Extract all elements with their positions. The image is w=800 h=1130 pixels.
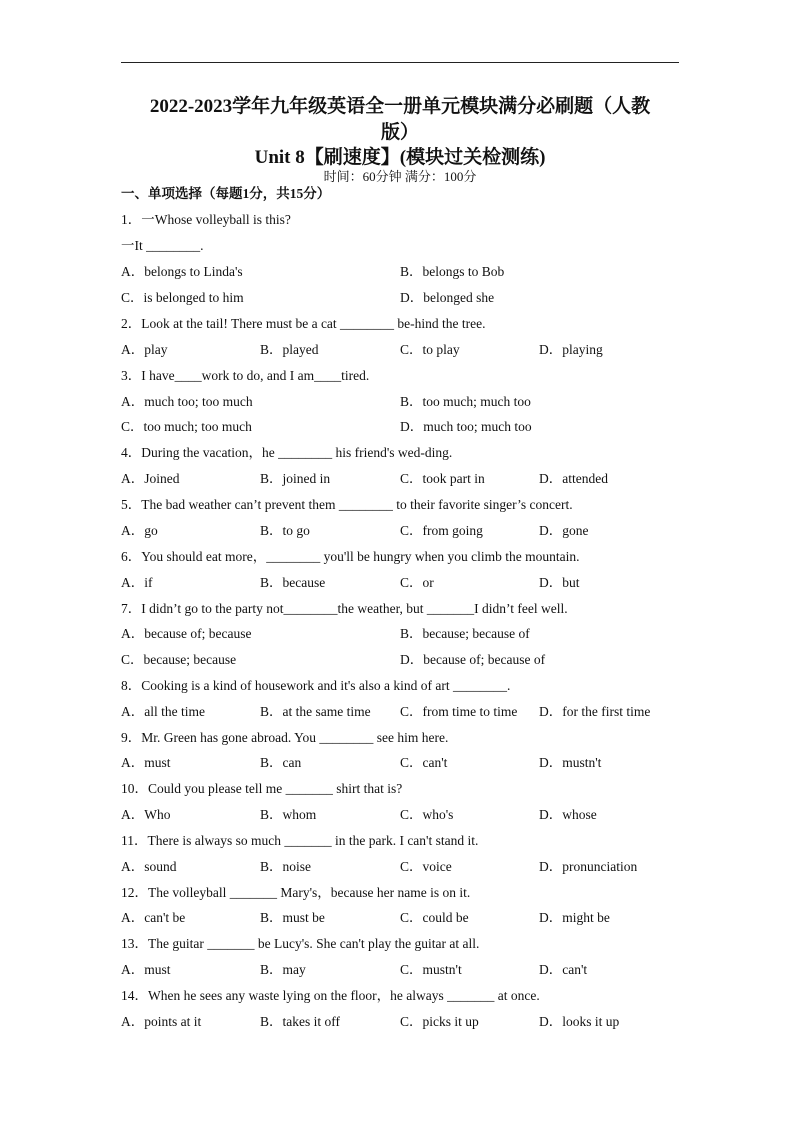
- question-13-stem: 13．The guitar _______ be Lucy's. She can't play the guitar at all.: [121, 936, 480, 951]
- question-2-option-a: A．play: [121, 342, 168, 357]
- question-4-option-c: C．took part in: [400, 471, 485, 486]
- question-2-option-d: D．playing: [539, 342, 603, 357]
- question-8-option-a: A．all the time: [121, 704, 205, 719]
- question-8-stem: 8．Cooking is a kind of housework and it's also a kind of art ________.: [121, 678, 511, 693]
- question-10-stem: 10．Could you please tell me _______ shirt that is?: [121, 781, 403, 796]
- question-5-option-c: C．from going: [400, 523, 483, 538]
- question-2-option-b: B．played: [260, 342, 319, 357]
- question-9-stem: 9．Mr. Green has gone abroad. You ________ see him here.: [121, 730, 449, 745]
- question-7-stem: 7．I didn’t go to the party not________the weather, but _______I didn’t feel well.: [121, 601, 568, 616]
- question-4-option-d: D．attended: [539, 471, 608, 486]
- title-line-1: 2022-2023学年九年级英语全一册单元模块满分必刷题（人教: [149, 96, 651, 117]
- question-9-option-b: B．can: [260, 755, 302, 770]
- question-2-option-c: C．to play: [400, 342, 460, 357]
- question-7-option-d: D．because of; because of: [400, 652, 546, 667]
- question-7-option-a: A．because of; because: [121, 626, 252, 641]
- document-title: [110, 94, 690, 146]
- question-1-option-c: C．is belonged to him: [121, 290, 244, 305]
- question-8-option-b: B．at the same time: [260, 704, 371, 719]
- question-6-option-d: D．but: [539, 575, 580, 590]
- header-rule: [121, 62, 679, 63]
- question-8-option-d: D．for the first time: [539, 704, 651, 719]
- question-3-option-d: D．much too; much too: [400, 419, 532, 434]
- question-9-option-a: A．must: [121, 755, 171, 770]
- question-6-stem: 6．You should eat more，________ you'll be hungry when you climb the mountain.: [121, 549, 580, 564]
- question-12-option-a: A．can't be: [121, 910, 186, 925]
- question-6-option-a: A．if: [121, 575, 153, 590]
- question-14-stem: 14．When he sees any waste lying on the floor，he always _______ at once.: [121, 988, 540, 1003]
- question-14-option-a: A．points at it: [121, 1014, 202, 1029]
- question-14-option-b: B．takes it off: [260, 1014, 340, 1029]
- title-line-2: 版）: [380, 122, 419, 143]
- question-13-option-d: D．can't: [539, 962, 588, 977]
- question-11-option-a: A．sound: [121, 859, 177, 874]
- question-9-option-c: C．can't: [400, 755, 448, 770]
- question-14-option-d: D．looks it up: [539, 1014, 620, 1029]
- question-3-option-b: B．too much; much too: [400, 394, 531, 409]
- question-3-option-a: A．much too; too much: [121, 394, 253, 409]
- question-10-option-a: A．Who: [121, 807, 171, 822]
- question-5-option-b: B．to go: [260, 523, 310, 538]
- question-13-option-c: C．mustn't: [400, 962, 462, 977]
- question-4-option-a: A．Joined: [121, 471, 180, 486]
- question-3-stem: 3．I have____work to do, and I am____tired.: [121, 368, 370, 383]
- question-13-option-b: B．may: [260, 962, 306, 977]
- question-1-option-b: B．belongs to Bob: [400, 264, 505, 279]
- question-10-option-b: B．whom: [260, 807, 317, 822]
- question-5-option-a: A．go: [121, 523, 158, 538]
- question-6-option-c: C．or: [400, 575, 434, 590]
- question-1-option-a: A．belongs to Linda's: [121, 264, 243, 279]
- question-11-option-b: B．noise: [260, 859, 312, 874]
- question-9-option-d: D．mustn't: [539, 755, 602, 770]
- question-8-option-c: C．from time to time: [400, 704, 518, 719]
- question-11-option-c: C．voice: [400, 859, 452, 874]
- question-7-option-b: B．because; because of: [400, 626, 530, 641]
- question-2-stem: 2．Look at the tail! There must be a cat ________ be-hind the tree.: [121, 316, 486, 331]
- question-1-option-d: D．belonged she: [400, 290, 495, 305]
- question-6-option-b: B．because: [260, 575, 326, 590]
- question-5-stem: 5．The bad weather can’t prevent them ________ to their favorite singer’s concert.: [121, 497, 573, 512]
- question-14-option-c: C．picks it up: [400, 1014, 479, 1029]
- question-12-option-c: C．could be: [400, 910, 469, 925]
- question-12-stem: 12．The volleyball _______ Mary's，because her name is on it.: [121, 885, 471, 900]
- question-13-option-a: A．must: [121, 962, 171, 977]
- question-12-option-d: D．might be: [539, 910, 610, 925]
- question-10-option-c: C．who's: [400, 807, 454, 822]
- question-10-option-d: D．whose: [539, 807, 597, 822]
- question-4-stem: 4．During the vacation，he ________ his friend's wed-ding.: [121, 445, 453, 460]
- question-11-stem: 11．There is always so much _______ in the park. I can't stand it.: [121, 833, 479, 848]
- exam-meta: 时间：60分钟 满分：100分: [323, 169, 477, 184]
- question-12-option-b: B．must be: [260, 910, 325, 925]
- question-1-stem: 1．一Whose volleyball is this?: [121, 212, 291, 227]
- question-3-option-c: C．too much; too much: [121, 419, 252, 434]
- question-7-option-c: C．because; because: [121, 652, 237, 667]
- question-1-stem-2: 一It ________.: [121, 238, 204, 253]
- question-5-option-d: D．gone: [539, 523, 589, 538]
- question-11-option-d: D．pronunciation: [539, 859, 638, 874]
- document-subtitle: Unit 8【刷速度】(模块过关检测练): [254, 147, 546, 168]
- section-heading: 一、单项选择（每题1分，共15分）: [121, 186, 331, 201]
- question-4-option-b: B．joined in: [260, 471, 331, 486]
